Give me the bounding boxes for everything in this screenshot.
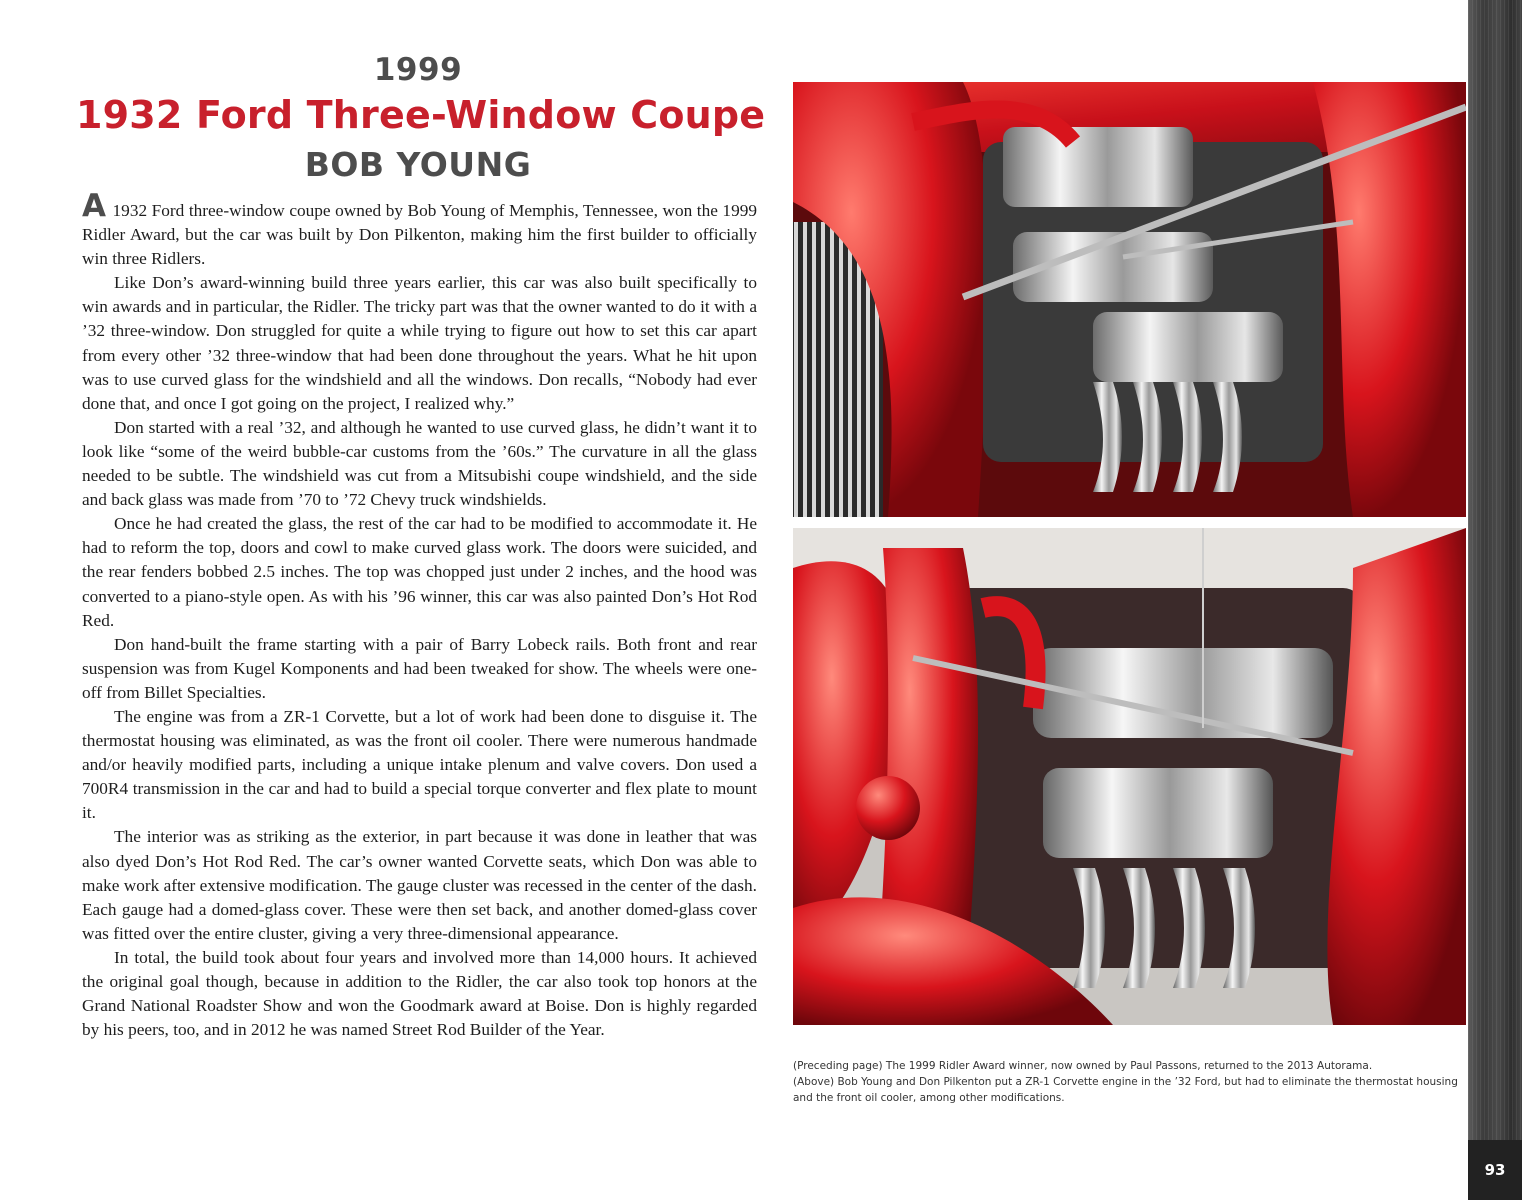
article-paragraph: Don hand-built the frame starting with a pair of Barry Lobeck rails. Both front and rear suspension was from Kugel Komponents and had been tweaked for show. The wheels were one-off from Billet Specialties. (82, 634, 757, 702)
page-number: 93 (1468, 1140, 1522, 1200)
article-paragraph: Like Don’s award-winning build three years earlier, this car was also built specifically to win awards and in particular, the Ridler. The tricky part was that the owner wanted to do it with a ’32 three-window. Don struggled for quite a while trying to figure out how to set this car apart from every other ’32 three-window that had been done throughout the years. What he hit upon was to use curved glass for the windshield and all the windows. Don recalls, “Nobody had ever done that, and once I got going on the project, I realized why.” (82, 273, 757, 413)
photo-caption (793, 1058, 1463, 1106)
article-body (82, 188, 757, 1042)
article-paragraph: The engine was from a ZR-1 Corvette, but a lot of work had been done to disguise it. The thermostat housing was eliminated, as was the front oil cooler. There were numerous handmade and/or heavily modified parts, including a unique intake plenum and valve covers. Don used a 700R4 transmission in the car and had to build a special torque converter and flex plate to mount it. (82, 706, 757, 823)
paragraph-text: 1932 Ford three-window coupe owned by Bob Young of Memphis, Tennessee, won the 1999 Ridler Award, but the car was built by Don Pilkenton, making him the first builder to officially win three Ridlers. (82, 201, 757, 269)
caption-above: (Above) Bob Young and Don Pilkenton put a ZR-1 Corvette engine in the ’32 Ford, but had to eliminate the thermostat housing and the front oil cooler, among other modifications. (793, 1076, 1458, 1104)
article-title: 1932 Ford Three-Window Coupe (76, 93, 766, 137)
article-paragraph: The interior was as striking as the exterior, in part because it was done in leather that was also dyed Don’s Hot Rod Red. The car’s owner wanted Corvette seats, which Don was able to make work after extensive modification. The gauge cluster was recessed in the center of the dash. Each gauge had a domed-glass cover. These were then set back, and another domed-glass cover was fitted over the entire cluster, giving a very three-dimensional appearance. (82, 827, 757, 943)
engine-photo-bottom (793, 528, 1466, 1025)
page-edge-grain (1468, 0, 1522, 1140)
owner-name: BOB YOUNG (304, 145, 532, 184)
caption-preceding: (Preceding page) The 1999 Ridler Award winner, now owned by Paul Passons, returned to the 2013 Autorama. (793, 1060, 1373, 1072)
article-paragraph (82, 188, 757, 271)
year-heading: 1999 (373, 52, 463, 88)
drop-cap: A (82, 188, 106, 224)
article-paragraph: Once he had created the glass, the rest of the car had to be modified to accommodate it. He had to reform the top, doors and cowl to make curved glass work. The doors were suicided, and the rear fenders bobbed 2.5 inches. The top was chopped just under 2 inches, and the hood was converted to a piano-style open. As with his ’96 winner, this car was also painted Don’s Hot Rod Red. (82, 514, 757, 630)
engine-photo-top (793, 82, 1466, 517)
article-paragraph: In total, the build took about four years and involved more than 14,000 hours. It achieved the original goal though, because in addition to the Ridler, the car also took top honors at the Grand National Roadster Show and won the Goodmark award at Boise. Don is highly regarded by his peers, too, and in 2012 he was named Street Rod Builder of the Year. (82, 947, 757, 1040)
article-paragraph: Don started with a real ’32, and although he wanted to use curved glass, he didn’t want it to look like “some of the weird bubble-car customs from the ’60s.” The curvature in all the glass needed to be subtle. The windshield was cut from a Mitsubishi coupe windshield, and the side and back glass was made from ’70 to ’72 Chevy truck windshields. (82, 417, 757, 510)
